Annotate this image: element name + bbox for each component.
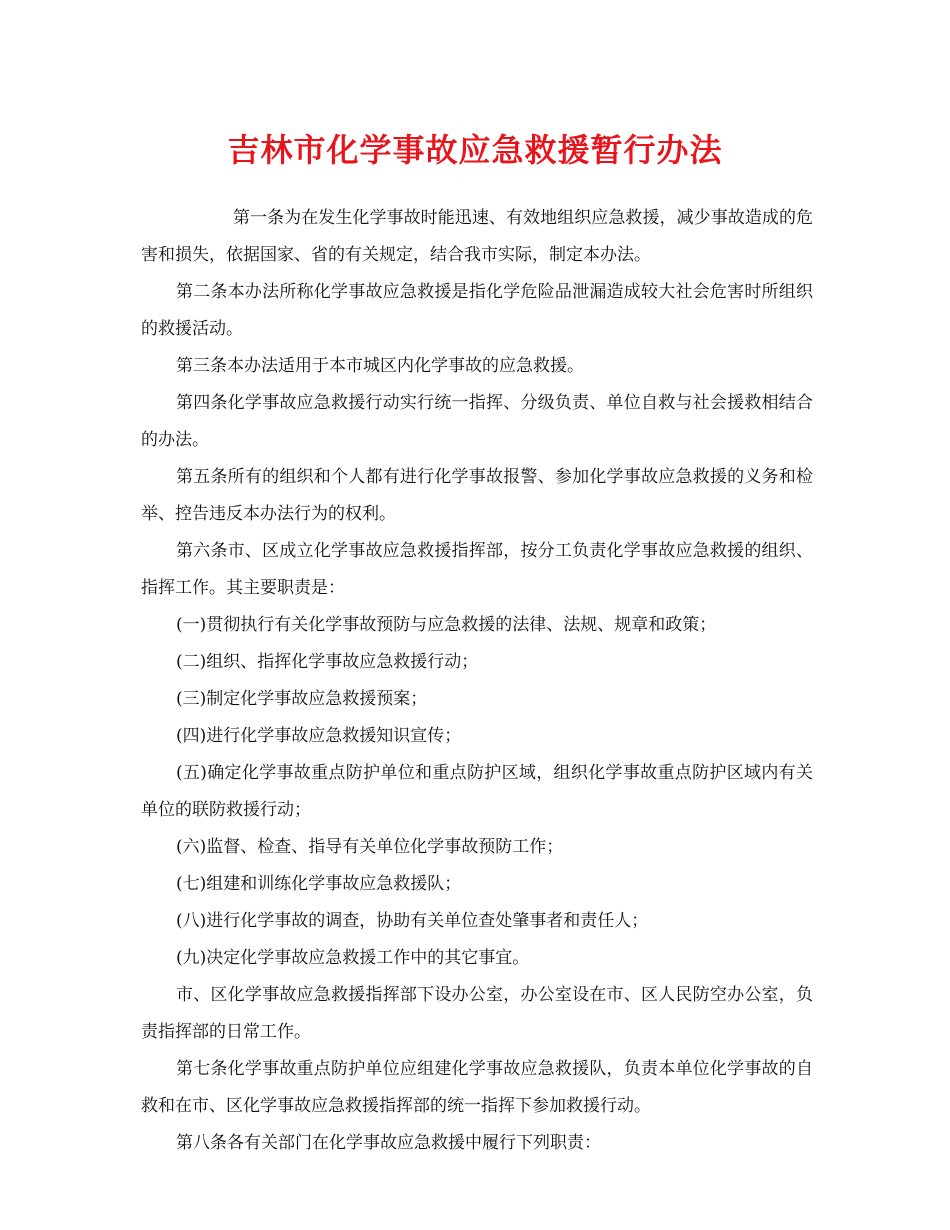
paragraph-article-4: 第四条化学事故应急救援行动实行统一指挥、分级负责、单位自救与社会援救相结合的办法。: [141, 393, 813, 450]
paragraph-article-8: 第八条各有关部门在化学事故应急救援中履行下列职责：: [176, 1133, 601, 1153]
paragraph-article-5: 第五条所有的组织和个人都有进行化学事故报警、参加化学事故应急救援的义务和检举、控告违反本办法行为的权利。: [141, 467, 813, 524]
paragraph-office-note: 市、区化学事故应急救援指挥部下设办公室，办公室设在市、区人民防空办公室，负责指挥部的日常工作。: [141, 985, 813, 1042]
paragraph-article-2: 第二条本办法所称化学事故应急救援是指化学危险品泄漏造成较大社会危害时所组织的救援活动。: [141, 282, 813, 339]
paragraph-article-3: 第三条本办法适用于本市城区内化学事故的应急救援。: [176, 356, 584, 376]
list-item-duty-4: (四)进行化学事故应急救援知识宣传；: [176, 726, 462, 746]
list-item-duty-2: (二)组织、指挥化学事故应急救援行动；: [176, 652, 479, 672]
document-title: 吉林市化学事故应急救援暂行办法: [227, 131, 723, 169]
document-body: [141, 200, 813, 1162]
paragraph-article-6: 第六条市、区成立化学事故应急救援指挥部，按分工负责化学事故应急救援的组织、指挥工作。其主要职责是：: [141, 541, 813, 598]
list-item-duty-9: (九)决定化学事故应急救援工作中的其它事宜。: [176, 948, 530, 968]
list-item-duty-7: (七)组建和训练化学事故应急救援队；: [176, 874, 462, 894]
paragraph-article-1: 第一条为在发生化学事故时能迅速、有效地组织应急救援，减少事故造成的危害和损失，依据国家、省的有关规定，结合我市实际，制定本办法。: [141, 208, 813, 265]
list-item-duty-8: (八)进行化学事故的调查，协助有关单位查处肇事者和责任人；: [176, 911, 649, 931]
list-item-duty-1: (一)贯彻执行有关化学事故预防与应急救援的法律、法规、规章和政策；: [176, 615, 717, 635]
list-item-duty-3: (三)制定化学事故应急救援预案；: [176, 689, 428, 709]
list-item-duty-6: (六)监督、检查、指导有关单位化学事故预防工作；: [176, 837, 564, 857]
list-item-duty-5: (五)确定化学事故重点防护单位和重点防护区域，组织化学事故重点防护区域内有关单位的联防救援行动；: [141, 763, 813, 820]
paragraph-article-7: 第七条化学事故重点防护单位应组建化学事故应急救援队，负责本单位化学事故的自救和在市、区化学事故应急救援指挥部的统一指挥下参加救援行动。: [141, 1059, 813, 1116]
